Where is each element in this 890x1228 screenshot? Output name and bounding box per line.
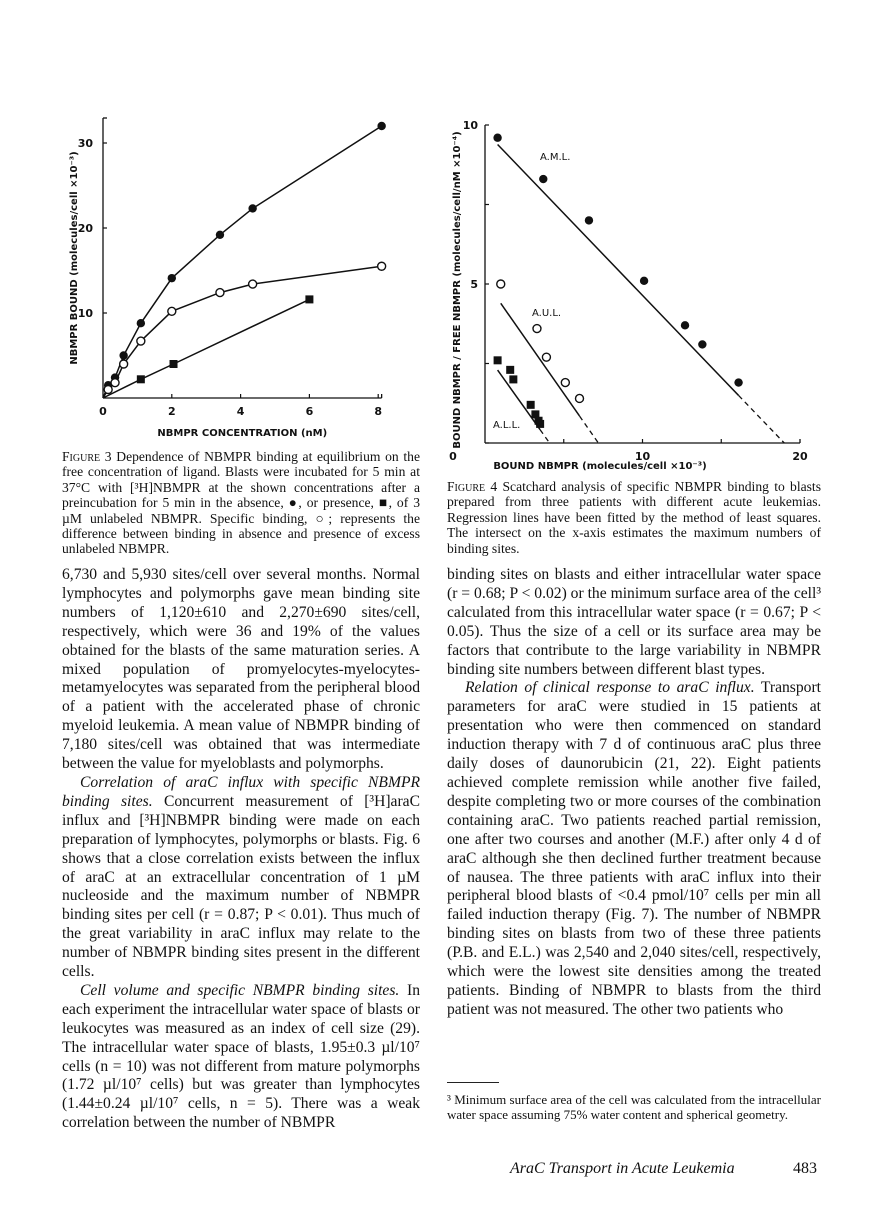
footnote-divider (447, 1082, 499, 1083)
right-text-column (447, 566, 821, 1020)
open-circle-marker (542, 353, 550, 361)
filled-circle-marker (216, 231, 224, 239)
paragraph-text: In each experiment the intracellular water space of blasts or leukocytes was measured as an index of cell size (29). The intracellular water space of blasts, 1.95±0.3 µl/10⁷ cells (n = 10) was not different from mature polymorphs (1.72 µl/10⁷ cells) but was greater than lymphocytes (1.44±0.24 µl/10⁷ cells, n = 5). There was a weak correlation between the number of NBMPR (62, 981, 420, 1132)
series-line (103, 126, 382, 398)
open-circle-marker (168, 307, 176, 315)
x-tick-label: 10 (634, 450, 651, 463)
filled-circle-marker (248, 204, 256, 212)
regression-line (498, 144, 739, 395)
paragraph (447, 566, 821, 679)
filled-circle-marker (137, 319, 145, 327)
filled-square-marker (509, 375, 517, 383)
left-text-column (62, 566, 420, 1133)
x-axis-label: NBMPR CONCENTRATION (nM) (157, 428, 328, 439)
extrapolation-line (739, 395, 785, 443)
open-circle-marker (497, 280, 505, 288)
filled-square-marker (170, 360, 178, 368)
filled-square-marker (494, 356, 502, 364)
paragraph-text: Transport parameters for araC were studied in 15 patients at presentation who were then commenced on standard induction therapy with 7 d of continuous araC plus three daily doses of daunorubicin (21, 22). Eight patients achieved complete remission while another five failed, despite completing two or more courses of the combination containing araC. Two patients reached partial remission, one after two courses and another (M.F.) after only 4 d of araC although she then declined further treatment because of nausea. The three patients with araC influx into their peripheral blood blasts of <0.4 pmol/10⁷ cells per min all failed induction therapy (Fig. 7). The number of NBMPR binding sites on blasts from two of these three patients (P.B. and E.L.) was 2,540 and 2,040 sites/cell, respectively, which were the lowest site densities among the treated patients. Binding of NBMPR to blasts from the third patient was not measured. The other two patients who (447, 679, 821, 1018)
y-tick-label: 10 (462, 119, 478, 132)
series-annotation: A.M.L. (540, 152, 571, 163)
x-tick-label: 8 (374, 405, 383, 418)
series-annotation: A.L.L. (493, 420, 521, 431)
filled-circle-marker (585, 216, 593, 224)
figure-4-chart (440, 110, 840, 475)
y-tick-label: 20 (77, 222, 93, 235)
y-tick-label: 30 (77, 137, 93, 150)
x-tick-label: 0 (99, 405, 107, 418)
page-number: 483 (793, 1160, 817, 1177)
figure-3-chart (55, 110, 415, 440)
figure-3-caption (62, 449, 420, 557)
paragraph (62, 566, 420, 774)
open-circle-marker (120, 360, 128, 368)
x-tick-label: 2 (167, 405, 176, 418)
figure-4-plot-area (449, 119, 808, 472)
x-axis-label: BOUND NBMPR (molecules/cell ×10⁻³) (493, 461, 707, 472)
filled-circle-marker (119, 351, 127, 359)
section-heading: Relation of clinical response to araC influx. (465, 679, 755, 697)
y-axis-label: BOUND NBMPR / FREE NBMPR (molecules/cell/nM ×10⁻⁴) (452, 131, 463, 449)
series-line (103, 299, 309, 398)
open-circle-marker (561, 379, 569, 387)
open-circle-marker (249, 280, 257, 288)
open-circle-marker (104, 386, 112, 394)
filled-square-marker (137, 375, 145, 383)
section-heading: Cell volume and specific NBMPR binding sites. (80, 981, 400, 999)
open-circle-marker (216, 289, 224, 297)
filled-circle-marker (539, 175, 547, 183)
open-circle-marker (576, 394, 584, 402)
filled-circle-marker (698, 340, 706, 348)
x-tick-label: 6 (305, 405, 314, 418)
x-tick-label: 4 (236, 405, 245, 418)
filled-square-marker (527, 401, 535, 409)
extrapolation-line (580, 416, 599, 443)
paragraph-text: binding sites on blasts and either intracellular water space (r = 0.68; P < 0.02) or the minimum surface area of the cell³ calculated from this intracellular water space (r = 0.67; P < 0.05). Thus the size of a cell or its surface area may be factors that contribute to the large variability in NBMPR binding site numbers between different blast types. (447, 566, 821, 678)
open-circle-marker (378, 262, 386, 270)
series-annotation: A.U.L. (532, 308, 562, 319)
filled-square-marker (506, 366, 514, 374)
figure-3-label: Figure 3 (62, 449, 112, 464)
extrapolation-line (540, 430, 549, 443)
open-circle-marker (111, 379, 119, 387)
filled-circle-marker (681, 321, 689, 329)
y-axis-label: NBMPR BOUND (molecules/cell ×10⁻³) (69, 151, 80, 365)
paragraph-text: Concurrent measurement of [³H]araC influx and [³H]NBMPR binding were made on each preparation of lymphocytes, polymorphs or blasts. Fig. 6 shows that a close correlation exists between the influx of araC at an extracellular concentration of 1 µM nucleoside and the maximum number of NBMPR binding sites per cell (r = 0.87; P < 0.01). Thus much of the great variability in araC influx may relate to the number of NBMPR binding sites present in the different cells. (62, 792, 420, 981)
paragraph (62, 982, 420, 1133)
open-circle-marker (533, 325, 541, 333)
figure-3-plot-area (69, 118, 386, 439)
filled-circle-marker (734, 378, 742, 386)
x-tick-label: 0 (449, 450, 457, 463)
y-tick-label: 5 (470, 278, 478, 291)
figure-4-caption-text: Scatchard analysis of specific NBMPR binding to blasts prepared from three patients with different acute leukemias. Regression lines have been fitted by the method of least squares. The intersect on the x-axis estimates the maximum numbers of binding sites. (447, 479, 821, 556)
y-tick-label: 10 (77, 307, 93, 320)
section-heading: Correlation of araC influx with specific NBMPR binding sites. (62, 773, 420, 810)
filled-square-marker (536, 420, 544, 428)
paragraph (447, 679, 821, 1019)
figure-3-caption-text: Dependence of NBMPR binding at equilibrium on the free concentration of ligand. Blasts were incubated for 5 min at 37°C with [³H]NBMPR at the shown concentrations after a preincubation for 5 min in the absence, ●, or presence, ■, of 3 µM unlabeled NBMPR. Specific binding, ○; represents the difference between binding in absence and presence of excess unlabeled NBMPR. (62, 449, 420, 557)
filled-circle-marker (377, 122, 385, 130)
running-title: AraC Transport in Acute Leukemia (510, 1160, 735, 1177)
filled-circle-marker (168, 274, 176, 282)
regression-line (501, 303, 580, 416)
paragraph-text: 6,730 and 5,930 sites/cell over several months. Normal lymphocytes and polymorphs gave mean binding site numbers of 1,120±610 and 2,270±690 sites/cell, respectively, which were 36 and 19% of the values obtained for the blasts of the same maturation series. A mixed population of promyelocytes-myelocytes-metamyelocytes was separated from the peripheral blood of a patient with the accelerated phase of chronic myeloid leukemia. A mean value of NBMPR binding of 7,180 sites/cell was obtained that was intermediate between the value for myeloblasts and polymorphs. (62, 566, 420, 773)
figure-4-label: Figure 4 (447, 479, 498, 494)
x-tick-label: 20 (792, 450, 808, 463)
figure-4-caption (447, 479, 821, 556)
paragraph (62, 774, 420, 982)
open-circle-marker (137, 337, 145, 345)
filled-circle-marker (493, 134, 501, 142)
filled-circle-marker (640, 277, 648, 285)
filled-square-marker (305, 295, 313, 303)
footnote: ³ Minimum surface area of the cell was calculated from the intracellular water space assuming 75% water content and spherical geometry. (447, 1092, 821, 1122)
